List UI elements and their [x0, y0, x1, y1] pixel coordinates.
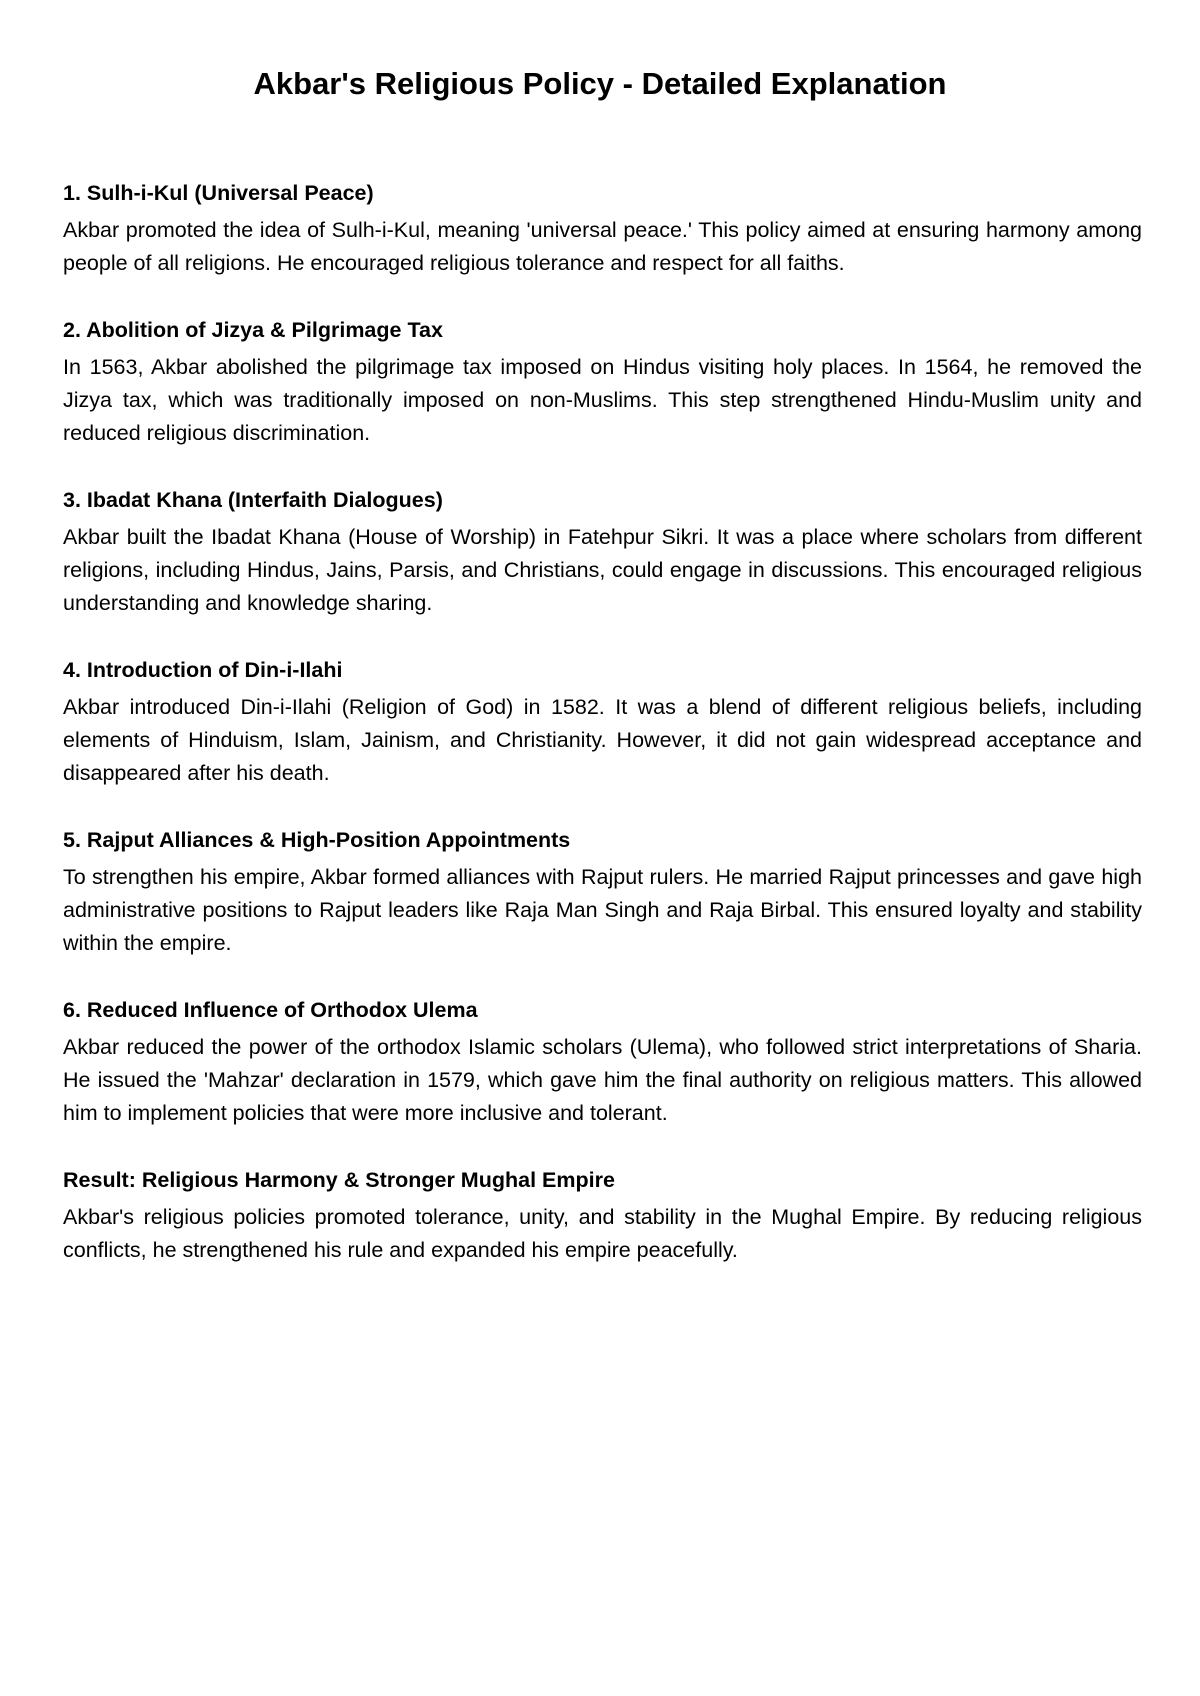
section-heading: 1. Sulh-i-Kul (Universal Peace) — [63, 181, 374, 205]
section-heading: 2. Abolition of Jizya & Pilgrimage Tax — [63, 318, 443, 342]
section-heading: 5. Rajput Alliances & High-Position Appointments — [63, 828, 571, 852]
section-body: Akbar's religious policies promoted tolerance, unity, and stability in the Mughal Empire. By reducing religious conflicts, he strengthened his rule and expanded his empire peacefully. — [63, 1205, 1142, 1262]
section-heading: Result: Religious Harmony & Stronger Mughal Empire — [63, 1168, 615, 1192]
section-rajput-alliances — [63, 825, 1142, 960]
section-abolition-of-jizya — [63, 315, 1142, 450]
section-orthodox-ulema — [63, 995, 1142, 1130]
section-body: Akbar promoted the idea of Sulh-i-Kul, meaning 'universal peace.' This policy aimed at ensuring harmony among people of all religions. He encouraged religious tolerance and respect for all faiths. — [63, 218, 1142, 275]
section-result — [63, 1165, 1142, 1267]
section-heading: 4. Introduction of Din-i-Ilahi — [63, 658, 343, 682]
section-heading: 6. Reduced Influence of Orthodox Ulema — [63, 998, 478, 1022]
section-body: Akbar reduced the power of the orthodox Islamic scholars (Ulema), who followed strict interpretations of Sharia. He issued the 'Mahzar' declaration in 1579, which gave him the final authority on religious matters. This allowed him to implement policies that were more inclusive and tolerant. — [63, 1035, 1142, 1125]
document-sections — [63, 178, 1142, 1302]
section-sulh-i-kul — [63, 178, 1142, 280]
section-din-i-ilahi — [63, 655, 1142, 790]
section-heading: 3. Ibadat Khana (Interfaith Dialogues) — [63, 488, 443, 512]
section-ibadat-khana — [63, 485, 1142, 620]
document-title: Akbar's Religious Policy - Detailed Explanation — [253, 66, 947, 101]
section-body: Akbar introduced Din-i-Ilahi (Religion of God) in 1582. It was a blend of different religious beliefs, including elements of Hinduism, Islam, Jainism, and Christianity. However, it did not gain widespread acceptance and disappeared after his death. — [63, 695, 1142, 785]
section-body: To strengthen his empire, Akbar formed alliances with Rajput rulers. He married Rajput princesses and gave high administrative positions to Rajput leaders like Raja Man Singh and Raja Birbal. This ensured loyalty and stability within the empire. — [63, 865, 1142, 955]
section-body: In 1563, Akbar abolished the pilgrimage tax imposed on Hindus visiting holy places. In 1564, he removed the Jizya tax, which was traditionally imposed on non-Muslims. This step strengthened Hindu-Muslim unity and reduced religious discrimination. — [63, 355, 1142, 445]
section-body: Akbar built the Ibadat Khana (House of Worship) in Fatehpur Sikri. It was a place where scholars from different religions, including Hindus, Jains, Parsis, and Christians, could engage in discussions. This encouraged religious understanding and knowledge sharing. — [63, 525, 1142, 615]
